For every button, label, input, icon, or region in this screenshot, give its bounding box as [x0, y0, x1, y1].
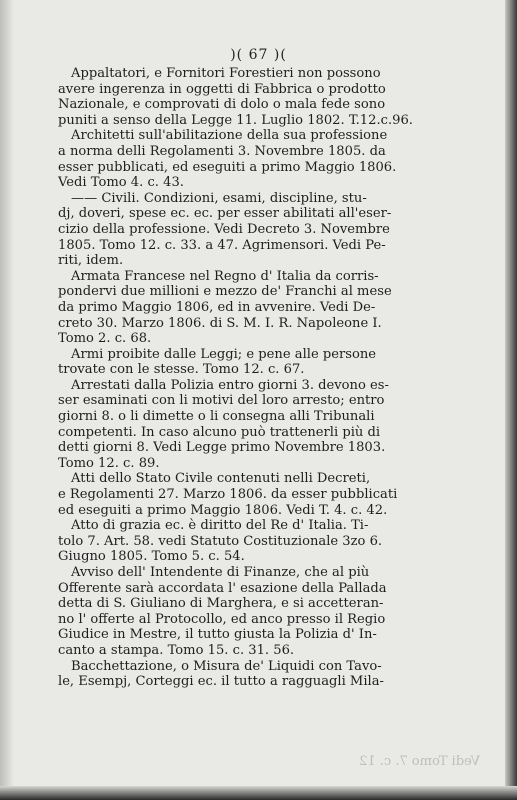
page-gutter-shadow [0, 0, 14, 800]
text-line: avere ingerenza in oggetti di Fabbrica o prodotto [58, 81, 386, 97]
text-line: 1805. Tomo 12. c. 33. a 47. Agrimensori. Vedi Pe- [58, 237, 386, 253]
text-line: Armata Francese nel Regno d' Italia da corris- [71, 268, 379, 284]
text-line: Tomo 2. c. 68. [58, 331, 152, 347]
text-line: Appaltatori, e Fornitori Forestieri non possono [71, 66, 381, 81]
text-line: Giugno 1805. Tomo 5. c. 54. [58, 549, 245, 565]
text-line: Architetti sull'abilitazione della sua professione [71, 128, 388, 144]
page-edge-right [505, 0, 517, 800]
text-line: creto 30. Marzo 1806. di S. M. I. R. Napoleone I. [58, 315, 382, 331]
text-line: tolo 7. Art. 58. vedi Statuto Costituzionale 3zo 6. [58, 533, 383, 549]
text-line: detta di S. Giuliano di Marghera, e si accetteran- [58, 596, 384, 612]
text-line: giorni 8. o li dimette o li consegna alli Tribunali [58, 409, 375, 425]
text-line: esser pubblicati, ed eseguiti a primo Maggio 1806. [58, 159, 397, 175]
page-number: )( 67 )( [230, 47, 287, 63]
text-line: Atto di grazia ec. è diritto del Re d' Italia. Ti- [71, 518, 369, 534]
text-line: ed eseguiti a primo Maggio 1806. Vedi T. 4. c. 42. [58, 502, 388, 518]
text-line: puniti a senso della Legge 11. Luglio 1802. T.12.c.96. [58, 112, 413, 128]
text-line: Giudice in Mestre, il tutto giusta la Polizia d' In- [58, 627, 377, 643]
text-line: Offerente sarà accordata l' esazione della Pallada [58, 580, 387, 596]
text-line: riti, idem. [58, 253, 124, 269]
text-line: —— Civili. Condizioni, esami, discipline, stu- [71, 190, 367, 206]
text-line: cizio della professione. Vedi Decreto 3. Novembre [58, 221, 390, 237]
text-line: Atti dello Stato Civile contenuti nelli Decreti, [71, 471, 371, 487]
text-line: Arrestati dalla Polizia entro giorni 3. devono es- [71, 377, 389, 393]
text-line: pondervi due millioni e mezzo de' Franchi al mese [58, 284, 392, 300]
text-line: dj, doveri, spese ec. ec. per esser abilitati all'eser- [58, 206, 392, 222]
text-line: a norma delli Regolamenti 3. Novembre 1805. da [58, 143, 386, 159]
text-line: canto a stampa. Tomo 15. c. 31. 56. [58, 642, 295, 658]
bleed-through-text: Vedi Tomo 7. c. 12 [359, 754, 480, 769]
text-line: le, Esempj, Corteggi ec. il tutto a ragguagli Mila- [58, 674, 384, 690]
text-line: Avviso dell' Intendente di Finanze, che al più [71, 565, 370, 580]
page-text [58, 66, 468, 690]
text-line: trovate con le stesse. Tomo 12. c. 67. [58, 362, 305, 378]
text-line: Tomo 12. c. 89. [58, 455, 160, 471]
text-line: ser esaminati con li motivi del loro arresto; entro [58, 393, 385, 409]
text-line: Vedi Tomo 4. c. 43. [58, 175, 184, 191]
text-line: no l' offerte al Protocollo, ed anco presso il Regio [58, 611, 386, 627]
text-line: detti giorni 8. Vedi Legge primo Novembre 1803. [58, 440, 386, 456]
text-line: e Regolamenti 27. Marzo 1806. da esser pubblicati [58, 487, 398, 503]
text-line: Bacchettazione, o Misura de' Liquidi con Tavo- [71, 658, 382, 674]
text-line: da primo Maggio 1806, ed in avvenire. Vedi De- [58, 299, 376, 315]
text-line: competenti. In caso alcuno può trattenerli più di [58, 424, 381, 440]
text-line: Nazionale, e comprovati di dolo o mala fede sono [58, 97, 386, 113]
page-edge-bottom [0, 786, 517, 800]
text-line: Armi proibite dalle Leggi; e pene alle persone [71, 346, 377, 362]
